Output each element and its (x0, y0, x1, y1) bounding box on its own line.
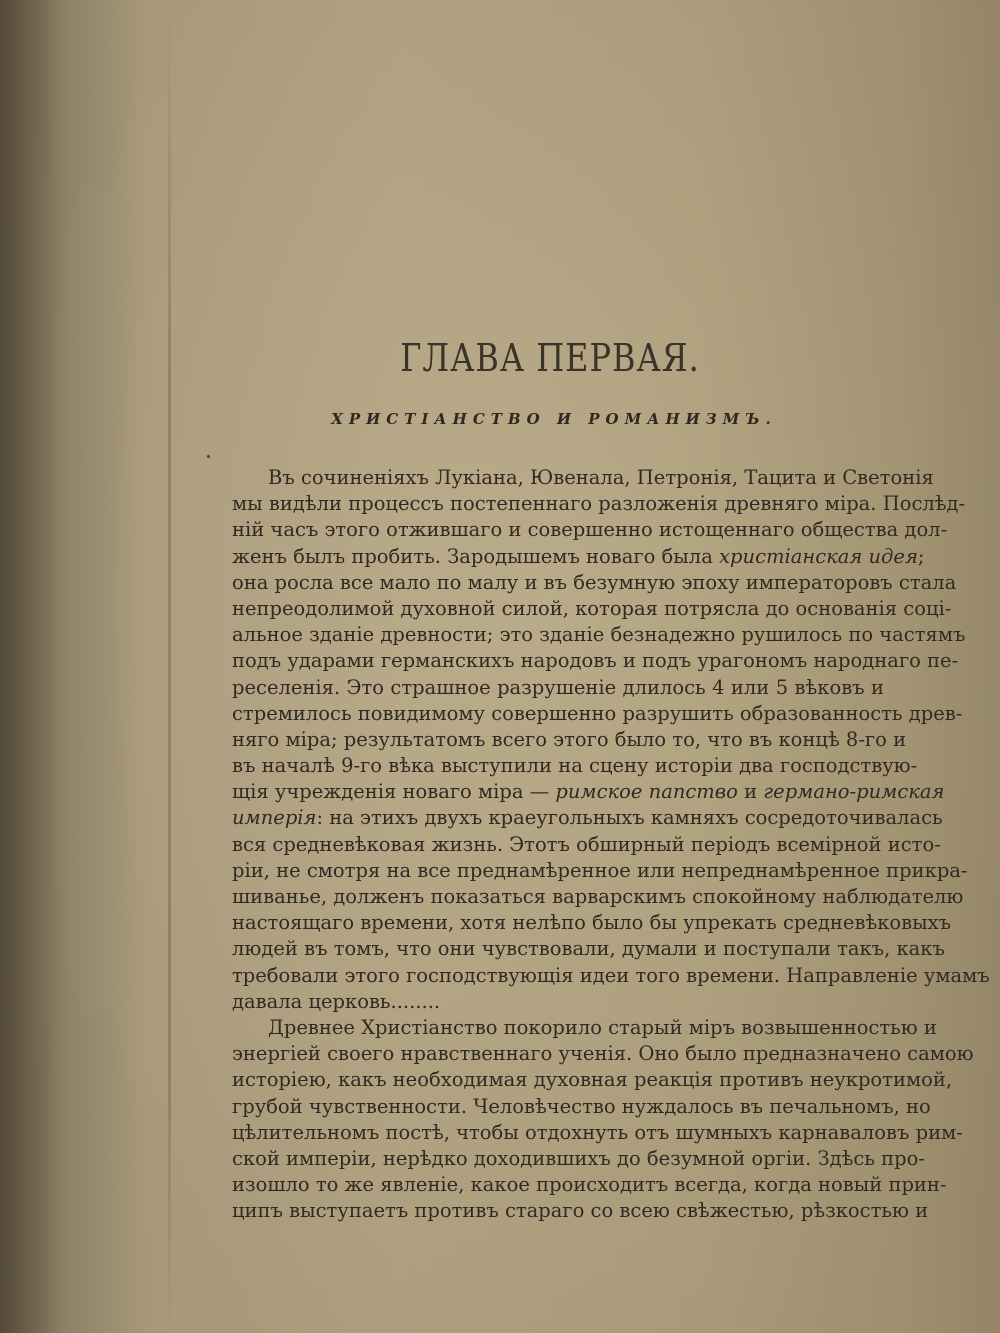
text-run: ской имперіи, нерѣдко доходившихъ до безумной оргіи. Здѣсь про- (232, 1146, 925, 1170)
text-run: шиванье, долженъ показаться варварскимъ спокойному наблюдателю (232, 885, 964, 908)
text-line (232, 963, 990, 989)
text-line (232, 1015, 937, 1041)
italic-phrase: германо-римская (763, 780, 945, 804)
text-run: въ началѣ 9-го вѣка выступили на сцену исторіи два господствую- (232, 754, 918, 778)
italic-phrase: христіанская идея (719, 544, 918, 568)
text-run: подъ ударами германскихъ народовъ и подъ урагономъ народнаго пе- (232, 649, 959, 673)
text-run: реселенія. Это страшное разрушеніе длилось 4 или 5 вѣковъ и (232, 675, 884, 699)
text-run: людей въ томъ, что они чувствовали, думали и поступали такъ, какъ (232, 937, 945, 961)
text-line (232, 675, 884, 701)
text-run: няго міра; результатомъ всего этого было то, что въ концѣ 8-го и (232, 727, 907, 751)
text-run: давала церковь........ (232, 989, 441, 1013)
text-run: непреодолимой духовной силой, которая потрясла до основанія соці- (232, 596, 952, 620)
text-run: настоящаго времени, хотя нелѣпо было бы упрекать средневѣковыхъ (232, 911, 952, 935)
text-run: вся средневѣковая жизнь. Этотъ обширный періодъ всемірной исто- (232, 832, 941, 856)
text-run: ; (917, 544, 925, 568)
text-line (232, 1120, 963, 1146)
text-line (232, 465, 934, 491)
text-run: исторіею, какъ необходимая духовная реакція противъ неукротимой, (232, 1068, 953, 1092)
text-run: ципъ выступаетъ противъ стараго со всею свѣжестью, рѣзкостью и (232, 1199, 929, 1223)
text-line (232, 701, 963, 727)
text-run: она росла все мало по малу и въ безумную эпоху императоровъ стала (232, 570, 957, 594)
text-line (232, 648, 959, 674)
text-run: Древнее Христіанство покорило старый міръ возвышенностью и (268, 1015, 937, 1039)
ink-spot (207, 455, 210, 458)
text-run: изошло то же явленіе, какое происходитъ всегда, когда новый прин- (232, 1173, 947, 1197)
text-line (232, 596, 952, 622)
italic-phrase: имперія (232, 806, 317, 830)
text-line (232, 753, 918, 779)
text-line (232, 858, 968, 884)
text-line (232, 910, 952, 936)
text-line (232, 1067, 953, 1093)
text-run: стремилось повидимому совершенно разрушить образованность древ- (232, 701, 963, 725)
text-line (232, 491, 966, 517)
italic-phrase: римское папство (555, 780, 738, 804)
text-run: женъ былъ пробить. Зародышемъ новаго была (232, 544, 720, 568)
text-line (232, 805, 943, 831)
text-line (232, 1172, 947, 1198)
text-line (232, 1198, 929, 1224)
text-line (232, 727, 907, 753)
text-run: и (737, 780, 764, 804)
text-line (232, 1094, 931, 1120)
body-text (232, 465, 990, 1224)
gutter-shadow (0, 0, 150, 1333)
text-run: Въ сочиненіяхъ Лукіана, Ювенала, Петронія, Тацита и Светонія (268, 466, 934, 489)
text-line (232, 622, 966, 648)
text-run: ній часъ этого отжившаго и совершенно истощеннаго общества дол- (232, 518, 948, 542)
page-edge (168, 0, 171, 1333)
text-line (232, 832, 941, 858)
chapter-subtitle: ХРИСТІАНСТВО И РОМАНИЗМЪ. (331, 410, 777, 428)
text-run: требовали этого господствующія идеи того времени. Направленіе умамъ (232, 963, 990, 987)
text-run: энергіей своего нравственнаго ученія. Оно было предназначено самою (232, 1042, 974, 1066)
text-line (232, 544, 925, 570)
text-run: мы видѣли процессъ постепеннаго разложенія древняго міра. Послѣд- (232, 492, 966, 516)
text-line (232, 989, 884, 1015)
text-run: грубой чувственности. Человѣчество нуждалось въ печальномъ, но (232, 1094, 931, 1118)
text-line (232, 779, 945, 805)
text-run: ріи, не смотря на все преднамѣренное или непреднамѣренное прикра- (232, 858, 968, 882)
text-line (232, 1041, 974, 1067)
text-line (232, 1146, 925, 1172)
text-run: щія учрежденія новаго міра — (232, 780, 556, 804)
text-line (232, 517, 948, 543)
text-run: : на этихъ двухъ краеугольныхъ камняхъ сосредоточивалась (316, 806, 943, 830)
text-line (232, 884, 964, 910)
text-line (232, 936, 945, 962)
text-line (232, 570, 957, 596)
chapter-title: ГЛАВА ПЕРВАЯ. (400, 335, 700, 381)
text-run: альное зданіе древности; это зданіе безнадежно рушилось по частямъ (232, 623, 966, 647)
text-run: цѣлительномъ постѣ, чтобы отдохнуть отъ шумныхъ карнаваловъ рим- (232, 1120, 963, 1144)
